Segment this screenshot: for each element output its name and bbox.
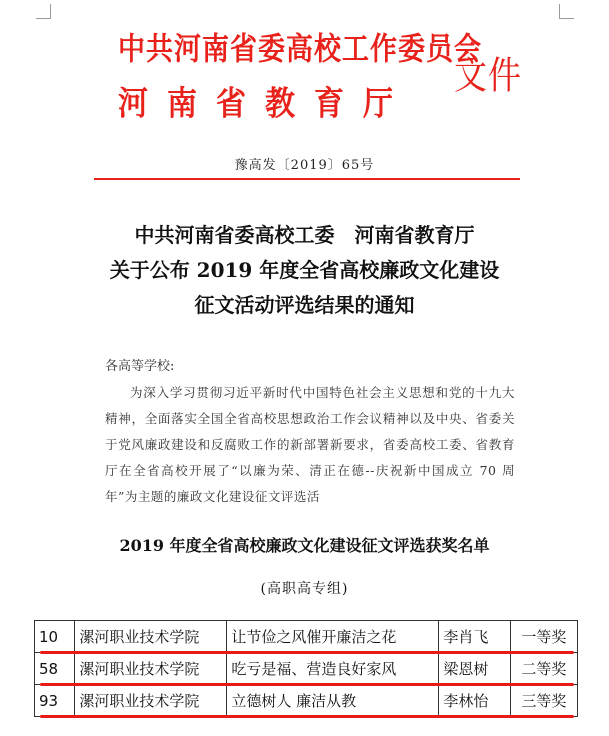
title-line-1: 中共河南省委高校工委 河南省教育厅 bbox=[134, 223, 475, 247]
salutation: 各高等学校: bbox=[105, 359, 175, 374]
row-work-title: 立德树人 廉洁从教 bbox=[227, 685, 439, 717]
page-corner-mark-left bbox=[36, 4, 51, 19]
title-line-2: 关于公布 2019 年度全省高校廉政文化建设 bbox=[109, 258, 500, 282]
header-divider bbox=[94, 178, 520, 180]
header-org-line1: 中共河南省委高校工作委员会 bbox=[118, 32, 482, 68]
table-row bbox=[35, 685, 578, 717]
row-prize: 一等奖 bbox=[510, 621, 577, 653]
row-author: 梁恩树 bbox=[439, 653, 510, 685]
row-number: 58 bbox=[35, 653, 75, 685]
row-number: 10 bbox=[35, 621, 75, 653]
highlight-underline-1 bbox=[40, 651, 574, 654]
award-list-title: 2019 年度全省高校廉政文化建设征文评选获奖名单 bbox=[119, 536, 490, 555]
row-work-title: 吃亏是福、营造良好家风 bbox=[227, 653, 439, 685]
row-prize: 三等奖 bbox=[510, 685, 577, 717]
highlight-underline-2 bbox=[40, 683, 574, 686]
award-list-subtitle: (高职高专组) bbox=[260, 581, 349, 597]
page-corner-mark-right bbox=[559, 4, 574, 19]
row-prize: 二等奖 bbox=[510, 653, 577, 685]
document-header bbox=[118, 24, 522, 124]
header-org-line2: 河南省教育厅 bbox=[118, 84, 412, 124]
body-paragraph bbox=[105, 380, 515, 515]
award-table bbox=[34, 620, 578, 717]
row-author: 李肖飞 bbox=[439, 621, 510, 653]
notice-title bbox=[0, 218, 609, 323]
title-line-3: 征文活动评选结果的通知 bbox=[194, 293, 415, 317]
table-row bbox=[35, 621, 578, 653]
table-row bbox=[35, 653, 578, 685]
row-number: 93 bbox=[35, 685, 75, 717]
row-school: 漯河职业技术学院 bbox=[75, 685, 227, 717]
row-work-title: 让节俭之风催开廉洁之花 bbox=[227, 621, 439, 653]
highlight-underline-3 bbox=[40, 715, 574, 718]
body-text: 为深入学习贯彻习近平新时代中国特色社会主义思想和党的十九大精神，全面落实全国全省高校思想政治工作会议精神以及中央、省委关于党风廉政建设和反腐败工作的新部署新要求，省委高校工委、省教育厅在全省高校开展了“以廉为荣、清正在德--庆祝新中国成立 70 周年”为主题的廉政文化建设征文评选活 bbox=[105, 385, 515, 504]
header-suffix: 文件 bbox=[454, 52, 522, 98]
document-number: 豫高发〔2019〕65号 bbox=[234, 158, 375, 173]
row-school: 漯河职业技术学院 bbox=[75, 621, 227, 653]
row-author: 李林怡 bbox=[439, 685, 510, 717]
row-school: 漯河职业技术学院 bbox=[75, 653, 227, 685]
